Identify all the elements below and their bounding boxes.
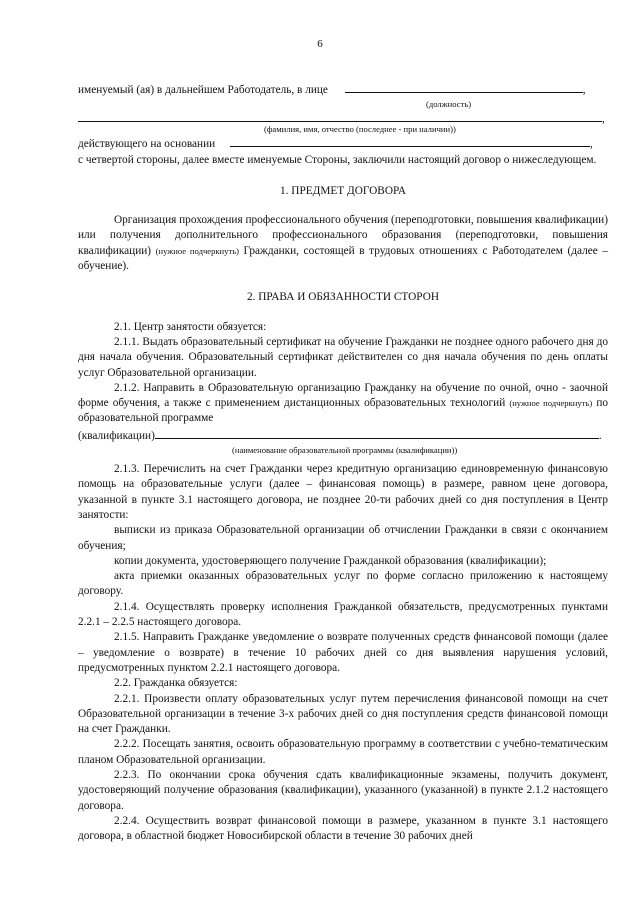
clause-2-1-3-item-c: акта приемки оказанных образовательных услуг по форме согласно приложению к настоящему договору. — [78, 570, 608, 598]
intro-closing-paragraph: с четвертой стороны, далее вместе именуемые Стороны, заключили настоящий договор о нижеследующем. — [78, 153, 597, 166]
clause-2-1-3-item-b: копии документа, удостоверяющего получение Гражданкой образования (квалификации); — [114, 554, 547, 567]
intro-line-employer: именуемый (ая) в дальнейшем Работодатель, в лице , — [78, 81, 608, 98]
clause-2-2-2: 2.2.2. Посещать занятия, освоить образовательную программу в соответствии с учебно-тематическим планом Образовательной организации. — [78, 738, 608, 766]
position-caption: (должность) — [426, 99, 472, 110]
clause-2-1-5: 2.1.5. Направить Гражданке уведомление о возврате полученных средств финансовой помощи (далее – уведомление о возврате) в течение 10 рабочих дней со дня выявления нарушения условий, предусмотренных пунктом 2.2.1 настоящего договора. — [78, 631, 608, 674]
intro-employer-text: именуемый (ая) в дальнейшем Работодатель, в лице — [78, 84, 328, 96]
section-2-title: 2. ПРАВА И ОБЯЗАННОСТИ СТОРОН — [246, 291, 440, 304]
section-1-paragraph: Организация прохождения профессионального обучения (переподготовки, повышения квалификации) или получения дополнительного профессионального образования (переподготовки, повышения квалификации) (нужное подчеркнуть) Гражданки, состоящей в трудовых отношениях с Работодателем (далее – обучение). — [78, 214, 608, 273]
clause-2-2-4: 2.2.4. Осуществить возврат финансовой помощи в размере, указанном в пункте 3.1 настоящего договора, в областной бюджет Новосибирской области в течение 30 рабочих дней — [78, 814, 608, 843]
basis-text: действующего на основании — [78, 138, 216, 151]
clause-2-2-3: 2.2.3. По окончании срока обучения сдать квалификационные экзамены, получить документ, удостоверяющий получение образования (квалификации), указанного (указанной) в пункте 2.1.2 настоящего договора. — [78, 768, 608, 812]
basis-fill-line — [230, 135, 590, 147]
program-qualification-text: (квалификации) — [78, 429, 155, 442]
clause-2-1-2-note: (нужное подчеркнуть) — [509, 398, 593, 409]
program-caption: (наименование образовательной программы (квалификации)) — [232, 445, 458, 456]
clause-2-1-3: 2.1.3. Перечислить на счет Гражданки через кредитную организацию единовременную финансовую помощь на образовательные услуги (далее – финансовая помощь) в размере, равном цене договора, указанной в пункте 3.1 настоящего договора, не позднее 20-ти рабочих дней со дня поступления в Центр занятости: — [78, 463, 608, 521]
clause-2-1-3-item-a: выписки из приказа Образовательной организации об отчислении Гражданки в связи с окончанием обучения; — [78, 524, 608, 552]
program-fill-line — [155, 427, 599, 439]
section-1-title: 1. ПРЕДМЕТ ДОГОВОРА — [280, 184, 406, 197]
program-line: (квалификации) . — [78, 427, 608, 444]
position-fill-line — [345, 81, 583, 93]
section-1-note: (нужное подчеркнуть) — [155, 245, 239, 256]
basis-line: действующего на основании , — [78, 135, 608, 152]
clause-2-1-2: 2.1.2. Направить в Образовательную организацию Гражданку на обучение по очной, очно - заочной форме обучения, а также с применением дистанционных образовательных технологий (нужное подчеркнуть) по образовательной программе — [78, 381, 609, 425]
fullname-caption: (фамилия, имя, отчество (последнее - при наличии)) — [264, 124, 456, 135]
clause-2-1: 2.1. Центр занятости обязуется: — [114, 320, 267, 333]
clause-2-1-1: 2.1.1. Выдать образовательный сертификат на обучение Гражданки не позднее одного рабочего дня до дня начала обучения. Образовательный сертификат действителен со дня начала обучения по день оплаты услуг Образовательной организации. — [78, 335, 608, 379]
page-number: 6 — [317, 38, 323, 50]
clause-2-2: 2.2. Гражданка обязуется: — [114, 677, 238, 690]
document-body — [78, 81, 608, 844]
fullname-line: , — [78, 110, 608, 123]
clause-2-2-1: 2.2.1. Произвести оплату образовательных услуг путем перечисления финансовой помощи на счет Образовательной организации в течение 3-х рабочих дней со дня поступления средств финансовой помощи на счет Гражданки. — [78, 692, 608, 736]
fullname-fill-line — [78, 110, 602, 122]
clause-2-1-4: 2.1.4. Осуществлять проверку исполнения Гражданкой обязательств, предусмотренных пунктами 2.2.1 – 2.2.5 настоящего договора. — [78, 600, 608, 629]
